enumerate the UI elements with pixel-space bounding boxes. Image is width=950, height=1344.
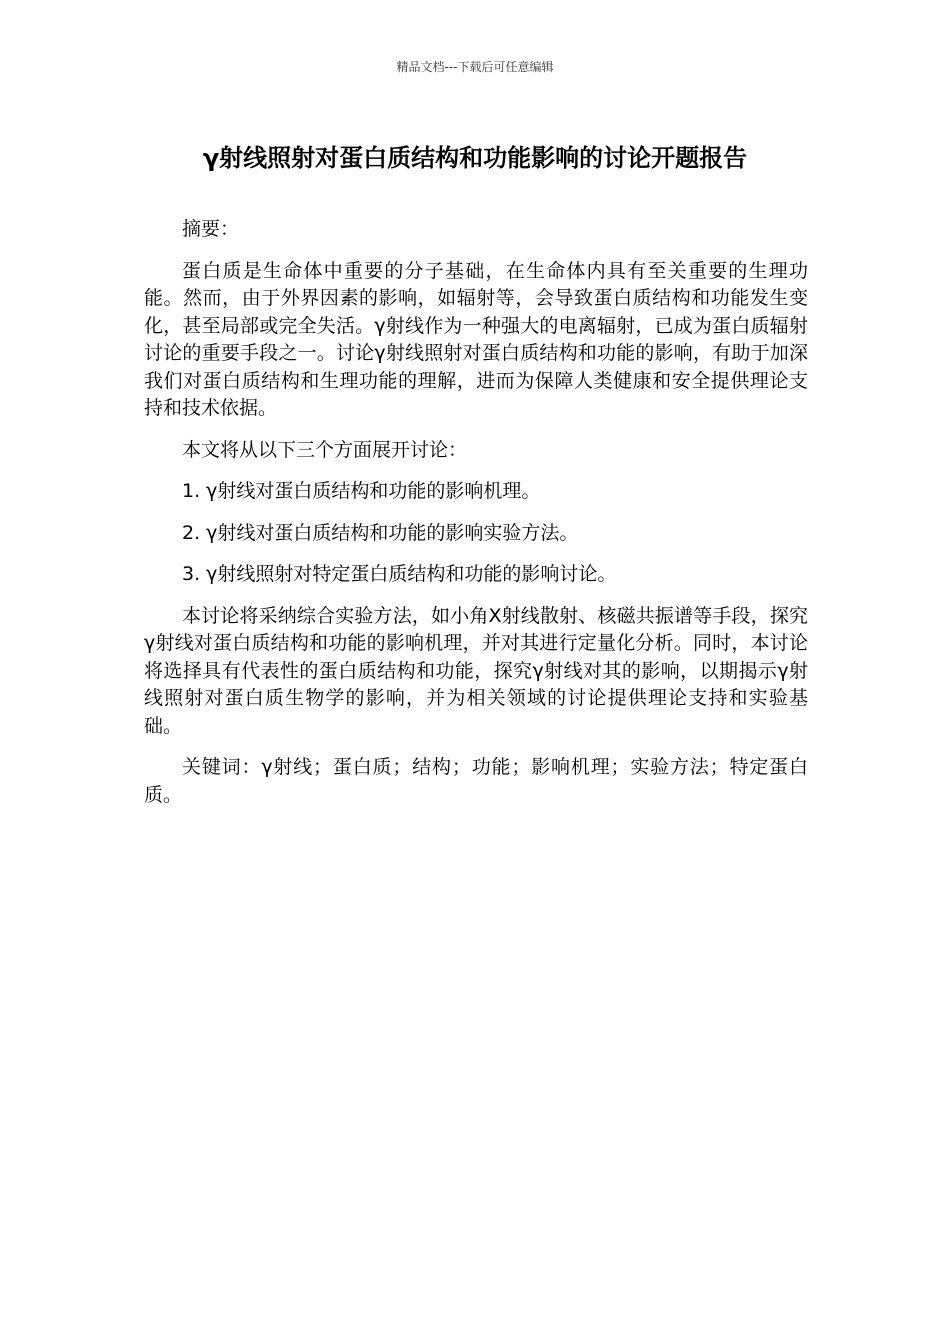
abstract-label: 摘要：	[182, 218, 240, 240]
paragraph-aspects-intro: 本文将从以下三个方面展开讨论：	[182, 438, 468, 461]
document-title: γ射线照射对蛋白质结构和功能影响的讨论开题报告	[202, 144, 748, 172]
header-note: 精品文档---下载后可任意编辑	[396, 60, 554, 74]
paragraph-methods: 本讨论将采纳综合实验方法，如小角X射线散射、核磁共振谱等手段，探究γ射线对蛋白质结构和功能的影响机理，并对其进行定量化分析。同时，本讨论将选择具有代表性的蛋白质结构和功能，探究γ射线对其的影响，以期揭示γ射线照射对蛋白质生物学的影响，并为相关领域的讨论提供理论支持和实验基础。	[144, 604, 808, 737]
aspect-item-1: 1. γ射线对蛋白质结构和功能的影响机理。	[182, 480, 541, 502]
document-body	[144, 216, 808, 823]
aspect-item-2: 2. γ射线对蛋白质结构和功能的影响实验方法。	[182, 521, 579, 544]
aspect-item-3: 3. γ射线照射对特定蛋白质结构和功能的影响讨论。	[182, 563, 617, 585]
keywords: 关键词：γ射线；蛋白质；结构；功能；影响机理；实验方法；特定蛋白质。	[144, 756, 808, 806]
paragraph-background: 蛋白质是生命体中重要的分子基础，在生命体内具有至关重要的生理功能。然而，由于外界因素的影响，如辐射等，会导致蛋白质结构和功能发生变化，甚至局部或完全失活。γ射线作为一种强大的电离辐射，已成为蛋白质辐射讨论的重要手段之一。讨论γ射线照射对蛋白质结构和功能的影响，有助于加深我们对蛋白质结构和生理功能的理解，进而为保障人类健康和安全提供理论支持和技术依据。	[144, 259, 808, 419]
